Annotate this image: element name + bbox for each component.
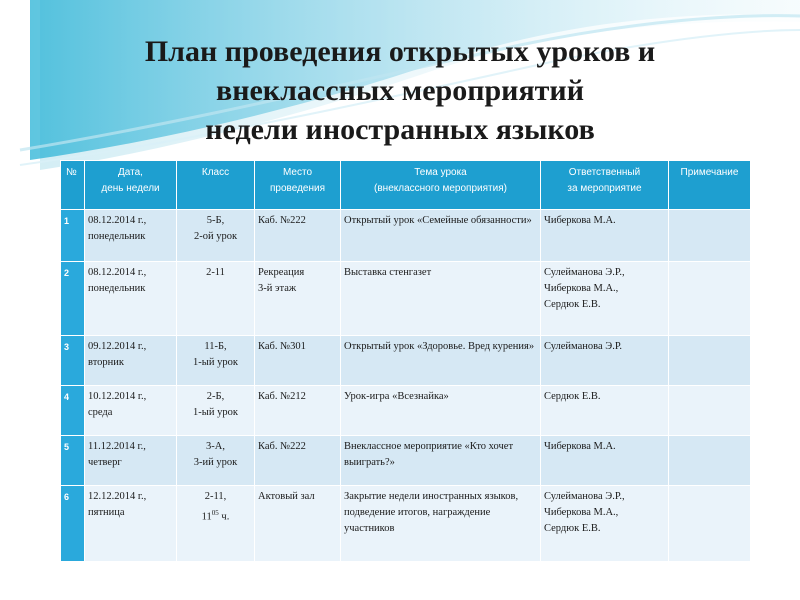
row-number: 1 <box>61 210 85 262</box>
header-num: № <box>61 161 85 210</box>
row-topic: Открытый урок «Семейные обязанности» <box>341 210 541 262</box>
row-topic: Урок-игра «Всезнайка» <box>341 386 541 436</box>
events-table <box>60 160 751 562</box>
row-responsible: Сулейманова Э.Р. <box>541 336 669 386</box>
row-date: 08.12.2014 г., понедельник <box>85 262 177 336</box>
row-note <box>669 336 751 386</box>
row-number: 2 <box>61 262 85 336</box>
row-place: Каб. №301 <box>255 336 341 386</box>
row-responsible: Чиберкова М.А. <box>541 436 669 486</box>
row-topic: Открытый урок «Здоровье. Вред курения» <box>341 336 541 386</box>
row-date: 10.12.2014 г., среда <box>85 386 177 436</box>
row-topic: Выставка стенгазет <box>341 262 541 336</box>
row-date: 11.12.2014 г., четверг <box>85 436 177 486</box>
row-number: 6 <box>61 486 85 562</box>
row-responsible: Сулейманова Э.Р., Чиберкова М.А., Сердюк Е.В. <box>541 486 669 562</box>
row-note <box>669 436 751 486</box>
header-topic: Тема урока (внеклассного мероприятия) <box>341 161 541 210</box>
row-topic: Закрытие недели иностранных языков, подведение итогов, награждение участников <box>341 486 541 562</box>
title-line-3: недели иностранных языков <box>205 113 595 146</box>
row-responsible: Сулейманова Э.Р., Чиберкова М.А., Сердюк Е.В. <box>541 262 669 336</box>
row-number: 4 <box>61 386 85 436</box>
table-row <box>61 210 751 262</box>
row-class: 2-11 <box>177 262 255 336</box>
row-topic: Внеклассное мероприятие «Кто хочет выиграть?» <box>341 436 541 486</box>
row-class-minutes: 05 <box>211 509 219 517</box>
row-class-suffix: ч. <box>218 511 230 523</box>
header-class: Класс <box>177 161 255 210</box>
row-place: Каб. №222 <box>255 210 341 262</box>
row-note <box>669 210 751 262</box>
table-row <box>61 386 751 436</box>
table-row <box>61 262 751 336</box>
header-place: Место проведения <box>255 161 341 210</box>
header-date: Дата, день недели <box>85 161 177 210</box>
title-line-1: План проведения открытых уроков и <box>144 35 656 68</box>
row-class: 3-А, 3-ий урок <box>177 436 255 486</box>
header-responsible: Ответственный за мероприятие <box>541 161 669 210</box>
row-class-time <box>180 505 251 526</box>
row-place: Актовый зал <box>255 486 341 562</box>
table-row <box>61 486 751 562</box>
row-place: Каб. №222 <box>255 436 341 486</box>
row-date: 12.12.2014 г., пятница <box>85 486 177 562</box>
row-class-hour: 11 <box>201 511 212 523</box>
row-date: 08.12.2014 г., понедельник <box>85 210 177 262</box>
row-date: 09.12.2014 г., вторник <box>85 336 177 386</box>
page-title <box>0 32 800 149</box>
row-note <box>669 386 751 436</box>
table-row <box>61 336 751 386</box>
row-class: 2-Б, 1-ый урок <box>177 386 255 436</box>
row-responsible: Чиберкова М.А. <box>541 210 669 262</box>
row-responsible: Сердюк Е.В. <box>541 386 669 436</box>
row-place: Рекреация 3-й этаж <box>255 262 341 336</box>
table-row <box>61 436 751 486</box>
table-header-row <box>61 161 751 210</box>
row-number: 5 <box>61 436 85 486</box>
row-note <box>669 486 751 562</box>
row-number: 3 <box>61 336 85 386</box>
row-note <box>669 262 751 336</box>
row-class <box>177 486 255 562</box>
row-class: 11-Б, 1-ый урок <box>177 336 255 386</box>
row-place: Каб. №212 <box>255 386 341 436</box>
row-class: 5-Б, 2-ой урок <box>177 210 255 262</box>
header-note: Примечание <box>669 161 751 210</box>
row-class-line: 2-11, <box>204 491 227 502</box>
title-line-2: внеклассных мероприятий <box>216 74 584 107</box>
